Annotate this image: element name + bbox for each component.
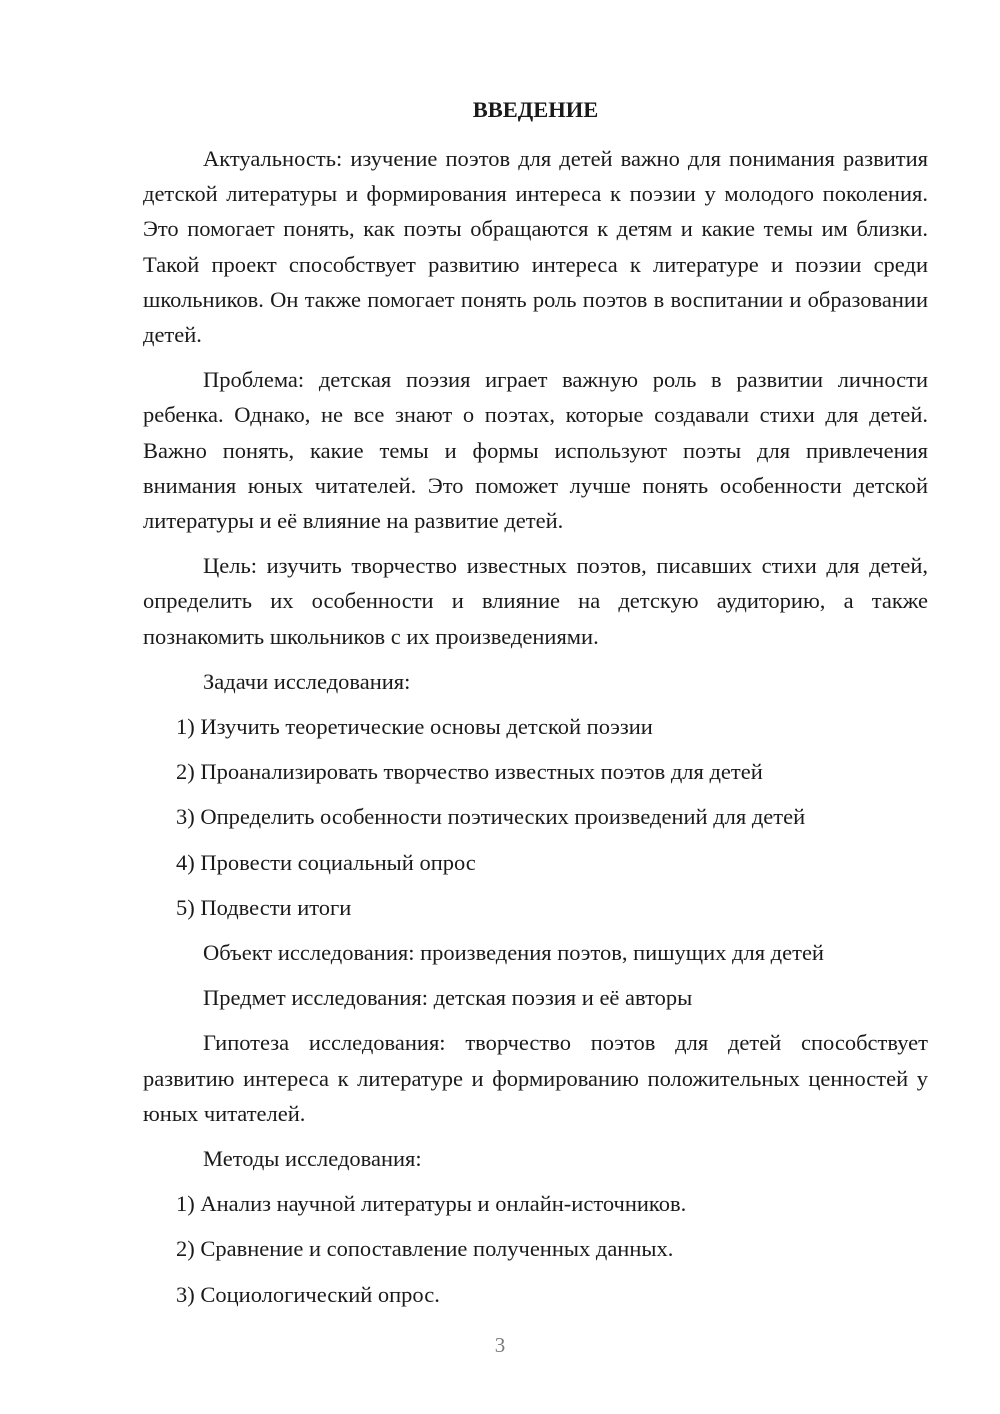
problem-paragraph: Проблема: детская поэзия играет важную роль в развитии личности ребенка. Однако, не все знают о поэтах, которые создавали стихи для детей. Важно понять, какие темы и формы используют поэты для привлечения внимания юных читателей. Это поможет лучше понять особенности детской литературы и её влияние на развитие детей. <box>143 367 928 534</box>
method-item-2: 2) Сравнение и сопоставление полученных данных. <box>176 1236 674 1262</box>
task-item-5: 5) Подвести итоги <box>176 894 352 920</box>
task-item-1: 1) Изучить теоретические основы детской поэзии <box>176 714 653 740</box>
task-item-3: 3) Определить особенности поэтических произведений для детей <box>176 804 806 830</box>
page-number: 3 <box>494 1333 506 1357</box>
section-heading: ВВЕДЕНИЕ <box>472 97 599 122</box>
document-page <box>143 92 928 1322</box>
method-item-1: 1) Анализ научной литературы и онлайн-источников. <box>176 1191 687 1217</box>
task-item-4: 4) Провести социальный опрос <box>176 849 476 875</box>
goal-paragraph: Цель: изучить творчество известных поэтов, писавших стихи для детей, определить их особенности и влияние на детскую аудиторию, а также познакомить школьников с их произведениями. <box>143 553 928 649</box>
research-subject: Предмет исследования: детская поэзия и её авторы <box>203 985 693 1011</box>
methods-heading: Методы исследования: <box>203 1146 422 1172</box>
relevance-paragraph: Актуальность: изучение поэтов для детей важно для понимания развития детской литературы и формирования интереса к поэзии у молодого поколения. Это помогает понять, как поэты обращаются к детям и какие темы им близки. Такой проект способствует развитию интереса к литературе и поэзии среди школьников. Он также помогает понять роль поэтов в воспитании и образовании детей. <box>143 146 928 348</box>
tasks-heading: Задачи исследования: <box>203 668 411 694</box>
task-item-2: 2) Проанализировать творчество известных поэтов для детей <box>176 759 763 785</box>
method-item-3: 3) Социологический опрос. <box>176 1281 440 1307</box>
hypothesis-paragraph: Гипотеза исследования: творчество поэтов для детей способствует развитию интереса к литературе и формированию положительных ценностей у юных читателей. <box>143 1030 928 1126</box>
research-object: Объект исследования: произведения поэтов, пишущих для детей <box>203 940 824 966</box>
